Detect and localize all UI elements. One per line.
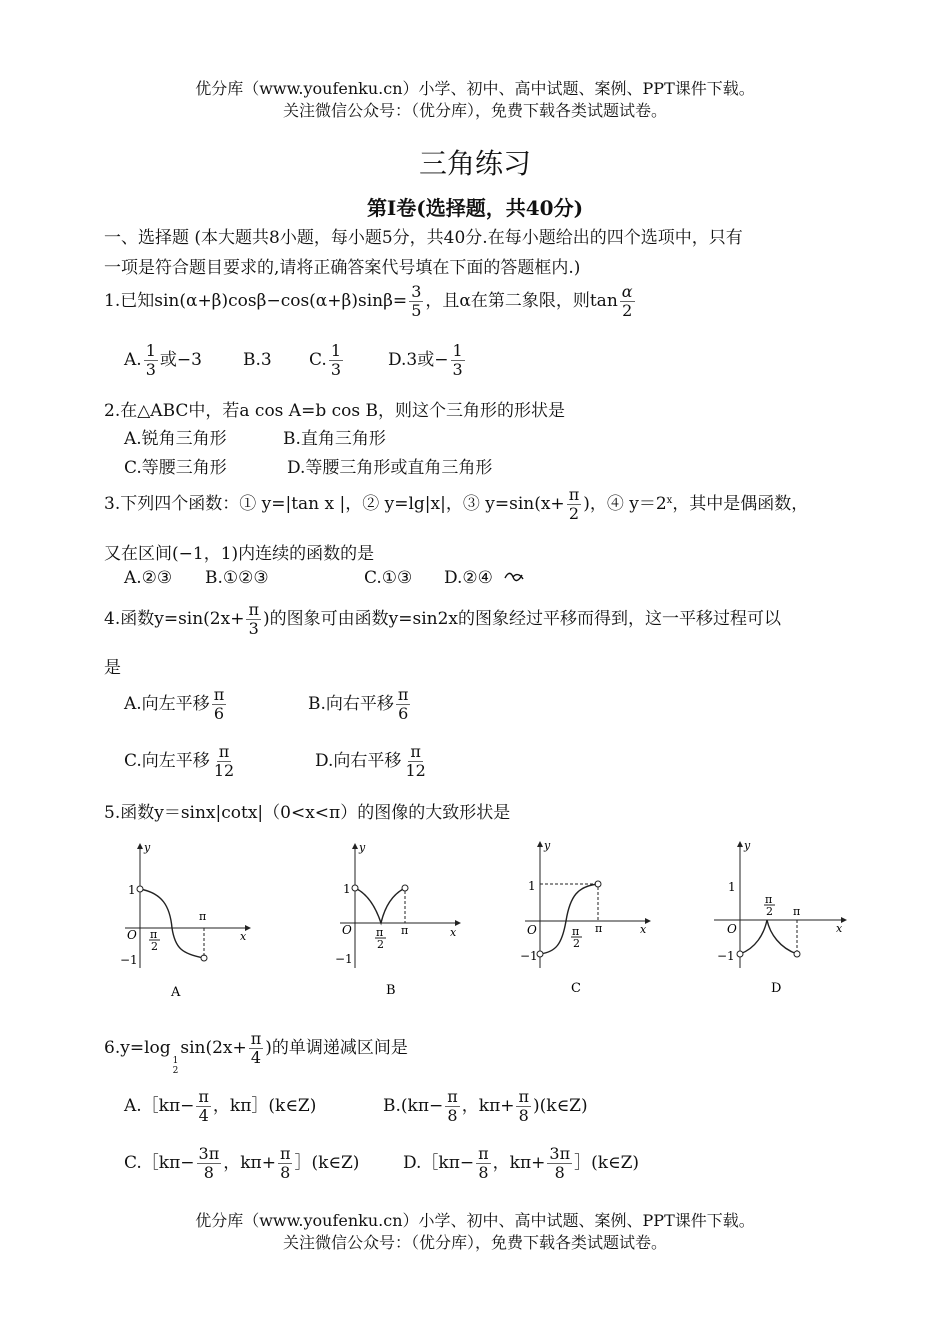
graph-d: [714, 839, 846, 996]
q1-option-a: [124, 342, 202, 379]
q6-a-den: 4: [198, 1106, 209, 1125]
q6-d-mid: ，kπ+: [492, 1153, 546, 1173]
q4-frac: [246, 601, 261, 638]
q2-stem: 2.在△ABC中，若a cos A=b cos B，则这个三角形的形状是: [104, 401, 565, 421]
q6-frac: [249, 1030, 264, 1067]
q1-a-label: A.: [124, 350, 142, 370]
graph-a-pi-label: π: [199, 910, 207, 923]
q6-d-frac-2: [547, 1145, 572, 1182]
q4-b-num: π: [397, 685, 409, 704]
q6-c-num1: 3π: [198, 1144, 220, 1163]
graph-d-y-label: y: [744, 839, 751, 852]
q1-option-c: [309, 342, 345, 379]
q3-option-d: D.②④: [444, 568, 493, 588]
q4-c-text: C.向左平移: [124, 751, 210, 771]
q6-a-post: ，kπ］(k∈Z): [212, 1096, 317, 1116]
graph-c-y-label: y: [544, 839, 551, 852]
q4-option-d: [315, 743, 430, 780]
q6-b-pre: B.(kπ−: [383, 1096, 444, 1116]
graph-b-caption: B: [386, 983, 396, 998]
graph-a-pi-over-label: π: [150, 928, 158, 941]
graph-b: [335, 841, 460, 998]
graph-a-origin-label: O: [127, 928, 137, 942]
q1-c-label: C.: [309, 350, 327, 370]
q6-log-base: [171, 1056, 181, 1076]
q1-frac-num: 3: [411, 282, 422, 301]
q2-option-a: A.锐角三角形: [124, 429, 227, 449]
graph-a-x-label: x: [240, 930, 247, 943]
q2-option-b: B.直角三角形: [283, 429, 386, 449]
q3-stem: [104, 486, 808, 523]
q4-d-frac: [403, 743, 427, 780]
q6-b-num1: π: [447, 1087, 458, 1106]
q6-b-den2: 8: [518, 1106, 529, 1125]
graph-b-curve: [355, 888, 405, 923]
graph-c: [520, 839, 650, 996]
q6-option-d: [403, 1145, 639, 1182]
graph-d-one-label: 1: [728, 880, 736, 894]
q1-a-text: 或−3: [159, 350, 202, 370]
graph-d-caption: D: [771, 981, 782, 996]
graph-b-y-label: y: [359, 841, 366, 854]
graph-d-neg-one-label: −1: [717, 949, 735, 963]
graph-d-curve: [740, 920, 797, 954]
q1-a-den: 3: [145, 360, 156, 379]
q3-stem-text-3: ，其中是偶函数，: [672, 494, 809, 514]
q3-stem-text-2: )，④ y＝2: [583, 494, 667, 514]
q4-b-text: B.向右平移: [308, 694, 394, 714]
q3-option-a: A.②③: [124, 568, 173, 588]
graph-c-two-label: 2: [573, 937, 580, 950]
q3-stem-line-2: 又在区间(−1，1)内连续的函数的是: [104, 544, 375, 564]
graph-a-open-point-start: [137, 886, 143, 892]
q5-graphs: [100, 836, 860, 1006]
q3-frac: [567, 486, 582, 523]
q1-c-den: 3: [330, 360, 341, 379]
q4-option-c: [124, 743, 238, 780]
q6-frac-num: π: [250, 1029, 262, 1048]
q1-tan-den: 2: [622, 301, 633, 320]
section-title: 第Ⅰ卷(选择题，共40分): [366, 196, 584, 220]
q5-stem: 5.函数y＝sinx|cotx|（0<x<π）的图像的大致形状是: [104, 803, 511, 823]
graph-c-pi-over-label: π: [572, 925, 580, 938]
q6-c-den2: 8: [280, 1163, 291, 1182]
q3-option-c: C.①③: [364, 568, 413, 588]
q6-d-num2: 3π: [549, 1144, 571, 1163]
q4-stem: [104, 601, 781, 638]
q4-option-b: [308, 686, 412, 723]
q4-c-num: π: [218, 742, 230, 761]
q6-b-den1: 8: [447, 1106, 458, 1125]
q3-frac-den: 2: [568, 504, 580, 523]
graph-b-pi-over-label: π: [376, 926, 384, 939]
graph-a-one-label: 1: [128, 883, 136, 897]
q4-frac-num: π: [248, 600, 259, 619]
graph-d-two-label: 2: [766, 905, 773, 918]
q4-d-den: 12: [405, 761, 426, 780]
q6-d-num1: π: [478, 1144, 489, 1163]
q1-d-num: 1: [452, 341, 463, 360]
q6-option-b: [383, 1088, 588, 1125]
q4-a-den: 6: [213, 704, 225, 723]
q4-a-frac: [212, 686, 227, 723]
q4-b-den: 6: [398, 704, 409, 723]
graph-c-neg-one-label: −1: [520, 949, 538, 963]
q6-stem-text-2: sin(2x+: [180, 1038, 247, 1058]
q4-d-text: D.向右平移: [315, 751, 402, 771]
footer-line-1: 优分库（www.youfenku.cn）小学、初中、高中试题、案例、PPT课件下载。: [195, 1211, 755, 1230]
q6-log-base-num: 1: [172, 1056, 179, 1066]
q6-a-pre: A.［kπ−: [124, 1096, 195, 1116]
graph-d-origin-label: O: [727, 922, 737, 936]
q1-a-frac: [144, 342, 158, 379]
graph-d-pi-label: π: [793, 905, 801, 918]
q3-exponent: x: [666, 495, 673, 506]
header-line-1: 优分库（www.youfenku.cn）小学、初中、高中试题、案例、PPT课件下载。: [195, 79, 755, 98]
q4-frac-den: 3: [248, 619, 259, 638]
q2-option-c: C.等腰三角形: [124, 458, 227, 478]
q1-a-num: 1: [145, 341, 156, 360]
footer-line-2: 关注微信公众号：（优分库），免费下载各类试题试卷。: [282, 1233, 667, 1252]
q3-stem-text: 3.下列四个函数：① y=|tan x |，② y=lg|x|，③ y=sin(x+: [104, 494, 565, 514]
q6-log-base-den: 2: [172, 1066, 179, 1076]
q1-stem: [104, 283, 637, 320]
q6-frac-den: 4: [250, 1048, 262, 1067]
q1-c-num: 1: [330, 341, 341, 360]
q6-c-num2: π: [279, 1144, 291, 1163]
graph-b-neg-one-label: −1: [335, 952, 353, 966]
q6-c-den1: 8: [203, 1163, 214, 1182]
graph-c-x-label: x: [640, 923, 647, 936]
q2-option-d: D.等腰三角形或直角三角形: [287, 458, 493, 478]
q4-c-frac: [212, 743, 236, 780]
graph-a-curve: [140, 889, 207, 958]
graph-d-pi-over-label: π: [765, 893, 773, 906]
graph-a-y-label: y: [144, 841, 151, 854]
q6-c-frac-2: [278, 1145, 293, 1182]
q4-stem-text-2: )的图象可由函数y=sin2x的图象经过平移而得到，这一平移过程可以: [262, 609, 781, 629]
q4-stem-text: 4.函数y=sin(2x+: [104, 609, 245, 629]
graph-b-origin-label: O: [342, 923, 352, 937]
q1-d-den: 3: [452, 360, 463, 379]
q4-c-den: 12: [213, 761, 235, 780]
q6-b-frac-2: [516, 1088, 531, 1125]
q6-b-num2: π: [518, 1087, 529, 1106]
graph-c-one-label: 1: [528, 879, 536, 893]
q6-option-c: [124, 1145, 359, 1182]
graph-b-two-label: 2: [377, 938, 384, 951]
q1-c-frac: [329, 342, 343, 379]
graph-b-x-label: x: [450, 926, 457, 939]
graph-a-neg-one-label: −1: [120, 953, 138, 967]
q6-c-pre: C.［kπ−: [124, 1153, 195, 1173]
q1-stem-text-2: ，且α在第二象限，则tan: [425, 291, 618, 311]
q1-tan-num: α: [621, 282, 633, 301]
q1-option-d: [388, 342, 467, 379]
graph-a-two-label: 2: [151, 940, 158, 953]
q1-option-b: B.3: [243, 350, 272, 370]
q4-a-text: A.向左平移: [124, 694, 210, 714]
q6-a-num: π: [198, 1087, 209, 1106]
q6-d-post: ］(k∈Z): [574, 1153, 640, 1173]
q1-fraction: [409, 283, 423, 320]
intro-line-2: 一项是符合题目要求的,请将正确答案代号填在下面的答题框内.): [104, 258, 581, 278]
graph-b-pi-label: π: [401, 924, 409, 937]
graph-c-pi-label: π: [595, 922, 603, 935]
header-line-2: 关注微信公众号：（优分库），免费下载各类试题试卷。: [282, 101, 667, 120]
graph-b-one-label: 1: [343, 882, 351, 896]
q6-b-mid: ，kπ+: [461, 1096, 515, 1116]
q6-a-frac: [196, 1088, 211, 1125]
graph-c-open-point-start: [537, 951, 543, 957]
q6-option-a: [124, 1088, 316, 1125]
page-title: 三角练习: [418, 147, 531, 180]
q6-c-post: ］(k∈Z): [294, 1153, 360, 1173]
q6-d-den2: 8: [554, 1163, 565, 1182]
squiggle-glyph-icon: [503, 570, 525, 586]
q6-stem-text-3: )的单调递减区间是: [265, 1038, 408, 1058]
q1-stem-text: 1.已知sin(α+β)cosβ−cos(α+β)sinβ=: [104, 291, 408, 311]
q1-tan-fraction: [620, 283, 635, 320]
graph-c-origin-label: O: [527, 923, 537, 937]
q6-c-frac-1: [197, 1145, 222, 1182]
q6-stem: [104, 1030, 408, 1076]
q6-d-den1: 8: [478, 1163, 489, 1182]
q4-d-num: π: [410, 742, 421, 761]
graph-d-open-point-start: [737, 951, 743, 957]
q4-stem-line-2: 是: [104, 658, 121, 678]
q6-stem-text: 6.y=log: [104, 1038, 171, 1058]
q1-frac-den: 5: [411, 301, 422, 320]
q6-c-mid: ，kπ+: [223, 1153, 276, 1173]
graph-c-curve: [540, 884, 598, 954]
q3-option-b: B.①②③: [205, 568, 269, 588]
graph-c-caption: C: [571, 981, 581, 996]
graph-d-x-label: x: [836, 922, 843, 935]
q4-b-frac: [396, 686, 411, 723]
q6-b-frac-1: [445, 1088, 460, 1125]
graph-d-open-point-end: [794, 951, 800, 957]
q6-d-pre: D.［kπ−: [403, 1153, 475, 1173]
graph-a: [120, 841, 250, 1000]
q6-b-post: )(k∈Z): [533, 1096, 588, 1116]
graph-b-open-point-end: [402, 885, 408, 891]
q6-d-frac-1: [476, 1145, 491, 1182]
q1-d-label: D.3或−: [388, 350, 449, 370]
q4-option-a: [124, 686, 228, 723]
q1-d-frac: [451, 342, 465, 379]
graph-b-open-point-start: [352, 885, 358, 891]
q3-frac-num: π: [568, 485, 580, 504]
q4-a-num: π: [213, 685, 225, 704]
graph-a-caption: A: [171, 985, 181, 1000]
intro-line-1: 一、选择题 (本大题共8小题，每小题5分，共40分.在每小题给出的四个选项中，只有: [104, 228, 743, 248]
